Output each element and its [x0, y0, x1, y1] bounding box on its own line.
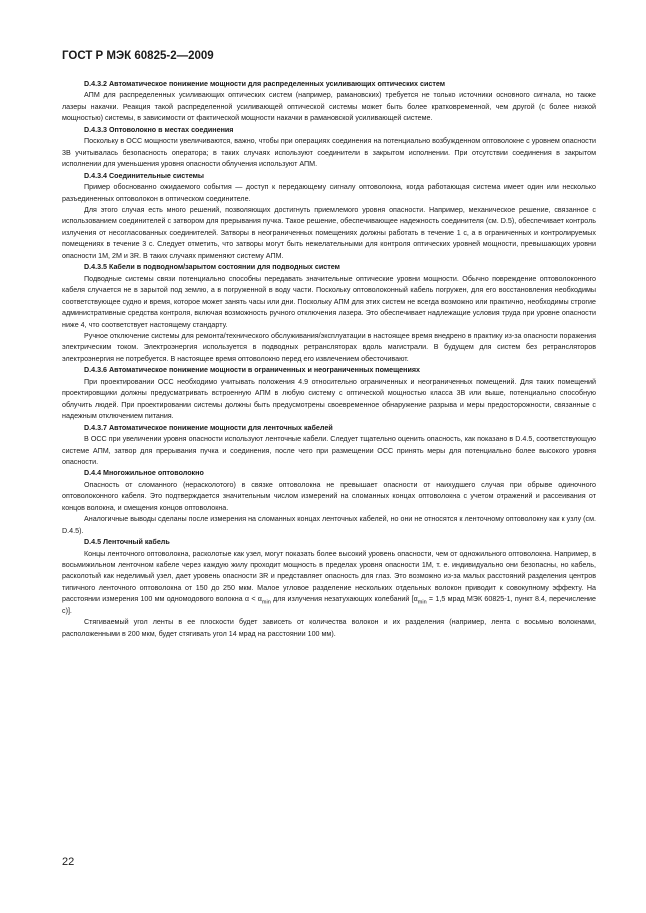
body-paragraph: Поскольку в ОСС мощности увеличиваются, важно, чтобы при операциях соединения на потенциально возбужденном оптоволокне с уровнем опасности 3В учитывалась безопасность оператора; в таких случаях используют соединители в закрытом исполнении. При отсутствии соединения в закрытом исполнении для уменьшения уровня опасности облучения используют АПМ. — [62, 137, 596, 169]
section-heading: D.4.3.2 Автоматическое понижение мощности для распределенных усиливающих оптических систем — [84, 80, 445, 88]
section-heading: D.4.5 Ленточный кабель — [84, 538, 170, 547]
body-paragraph: Аналогичные выводы сделаны после измерения на сломанных концах ленточных кабелей, но они не относятся к ленточному оптоволокну как к узлу (см. D.4.5). — [62, 515, 596, 535]
section-heading: D.4.3.4 Соединительные системы — [84, 171, 204, 180]
body-paragraph: Для этого случая есть много решений, позволяющих достигнуть приемлемого уровня опасности. Например, механическое решение, связанное с использованием соединителей с затвором для прерывания пучка. Такое решение, обеспечивающее надежность соединителя (см. D.5), обеспечивает контроль излучения от несогласованных соединителей. Затворы в неограниченных помещениях должны работать в течение 1 с, а в ограниченных и контролируемых помещениях в течение 3 с. Следует отметить, что затворы могут быть нежелательными для контроля оптических уровней мощности, превышающих уровни опасности 1М, 2М и 3R. В таких случаях применяют систему АПМ. — [62, 205, 596, 260]
body-paragraph: При проектировании ОСС необходимо учитывать положения 4.9 относительно ограниченных и неограниченных помещений. Для таких помещений проектировщики должны предусматривать встроенную АПМ в любую систему с оптической мощностью класса 3В или выше, потенциально способную облучить людей. При проектировании системы должны быть предусмотрены своевременное обнаружение разрыва и меры предосторожности, связанные с надежным отключением питания. — [62, 377, 596, 421]
body-paragraph: Ручное отключение системы для ремонта/технического обслуживания/эксплуатации в настоящее время внедрено в практику из-за опасности поражения электрическим током. Электроэнергия используется в подводных ретрансляторах вдоль магистрали. В будущем для систем без ретрансляторов электроэнергия не потребуется. В настоящее время оптоволокно перед его извлечением обесточивают. — [62, 331, 596, 363]
section-heading: D.4.3.6 Автоматическое понижение мощности в ограниченных и неограниченных помещениях — [84, 366, 420, 375]
body-paragraph: АПМ для распределенных усиливающих оптических систем (например, рамановских) требуется не только источники основного сигнала, но также лазеры накачки. Реакция такой распределенной усиливающей оптической системы может быть более кратковременной, чем другой (с более низкой мощностью) системы, в зависимости от фактической мощности накачки в рамановской усиливающей системе. — [62, 91, 596, 123]
page-number: 22 — [62, 856, 75, 868]
section-heading: D.4.3.7 Автоматическое понижение мощности для ленточных кабелей — [84, 423, 333, 432]
body-paragraph: В ОСС при увеличении уровня опасности используют ленточные кабели. Следует тщательно оценить опасность, как показано в D.4.5, соответствующую системе АПМ, затвор для прерывания пучка и соединения, после чего при размещении ОСС принять меры для потенциально более высокого уровня опасности. — [62, 435, 596, 466]
section-heading: D.4.4 Многожильное оптоволокно — [84, 469, 204, 478]
section-heading: D.4.3.5 Кабели в подводном/зарытом состоянии для подводных систем — [84, 263, 340, 272]
body-paragraph: Подводные системы связи потенциально способны передавать значительные оптические уровни мощности. Обычно повреждение оптоволоконного кабеля случается не в зарытой под землю, а в погруженной в воду части. Поскольку оптоволоконный кабель погружен, для его восстановления необходимы соответствующее судно и время, которое может занять часы или дни. Поскольку АПМ для этих систем не всегда возможно или практично, необходимы строгие административные средства контроля, включая возможность ручного отключения лазера. Это обеспечивает надлежащие условия труда при уровне опасности ниже 4, что соответствует настоящему стандарту. — [62, 274, 596, 329]
section-heading: D.4.3.3 Оптоволокно в местах соединения — [84, 125, 234, 134]
body-paragraph: Опасность от сломанного (нерасколотого) в связке оптоволокна не превышает опасности от наихудшего случая при обрыве одиночного оптоволоконного кабеля. Это подтверждается значительным числом измерений на сломанных концах оптоволокна с учетом отражений и рассеивания от концов волокна, и смещения концов оптоволокна. — [62, 480, 596, 512]
page-body — [62, 79, 596, 640]
body-paragraph: Стягиваемый угол ленты в ее плоскости будет зависеть от количества волокон и их разделения (например, лента с восьмью волокнами, расположенными в 200 мкм, будет стягивать угол 14 мрад на расстоянии 100 мм). — [62, 618, 596, 638]
document-header: ГОСТ Р МЭК 60825-2—2009 — [62, 50, 214, 62]
body-paragraph: Концы ленточного оптоволокна, расколотые как узел, могут показать более высокий уровень опасности, чем от одножильного оптоволокна. Например, в восьмижильном ленточном кабеле через каждую жилу проходит мощность в пределах уровня опасности 1М, т. е. индивидуально они безопасны, но кабель, расколотый как неделимый узел, дает уровень опасности 3R и представляет опасность для глаз. Это возможно из-за малых расстояний разделения центров типичного ленточного оптоволокна от 150 до 250 мкм. Малое угловое разделение нескольких отдельных волокон приводит к совокупному эффекту. На расстоянии измерения 100 мм одномодового волокна $\alpha < \alpha_{min}$ для излучения незатухающих колебаний [$\alpha_{min} = 1,5$ мрад МЭК 60825-1, пункт 8.4, перечисление с)]. — [62, 549, 597, 615]
body-paragraph: Пример обоснованно ожидаемого события — доступ к передающему сигналу оптоволокна, когда работающая система имеет один или несколько разъединенных оптоволокон в оптическом соединителе. — [62, 183, 596, 203]
